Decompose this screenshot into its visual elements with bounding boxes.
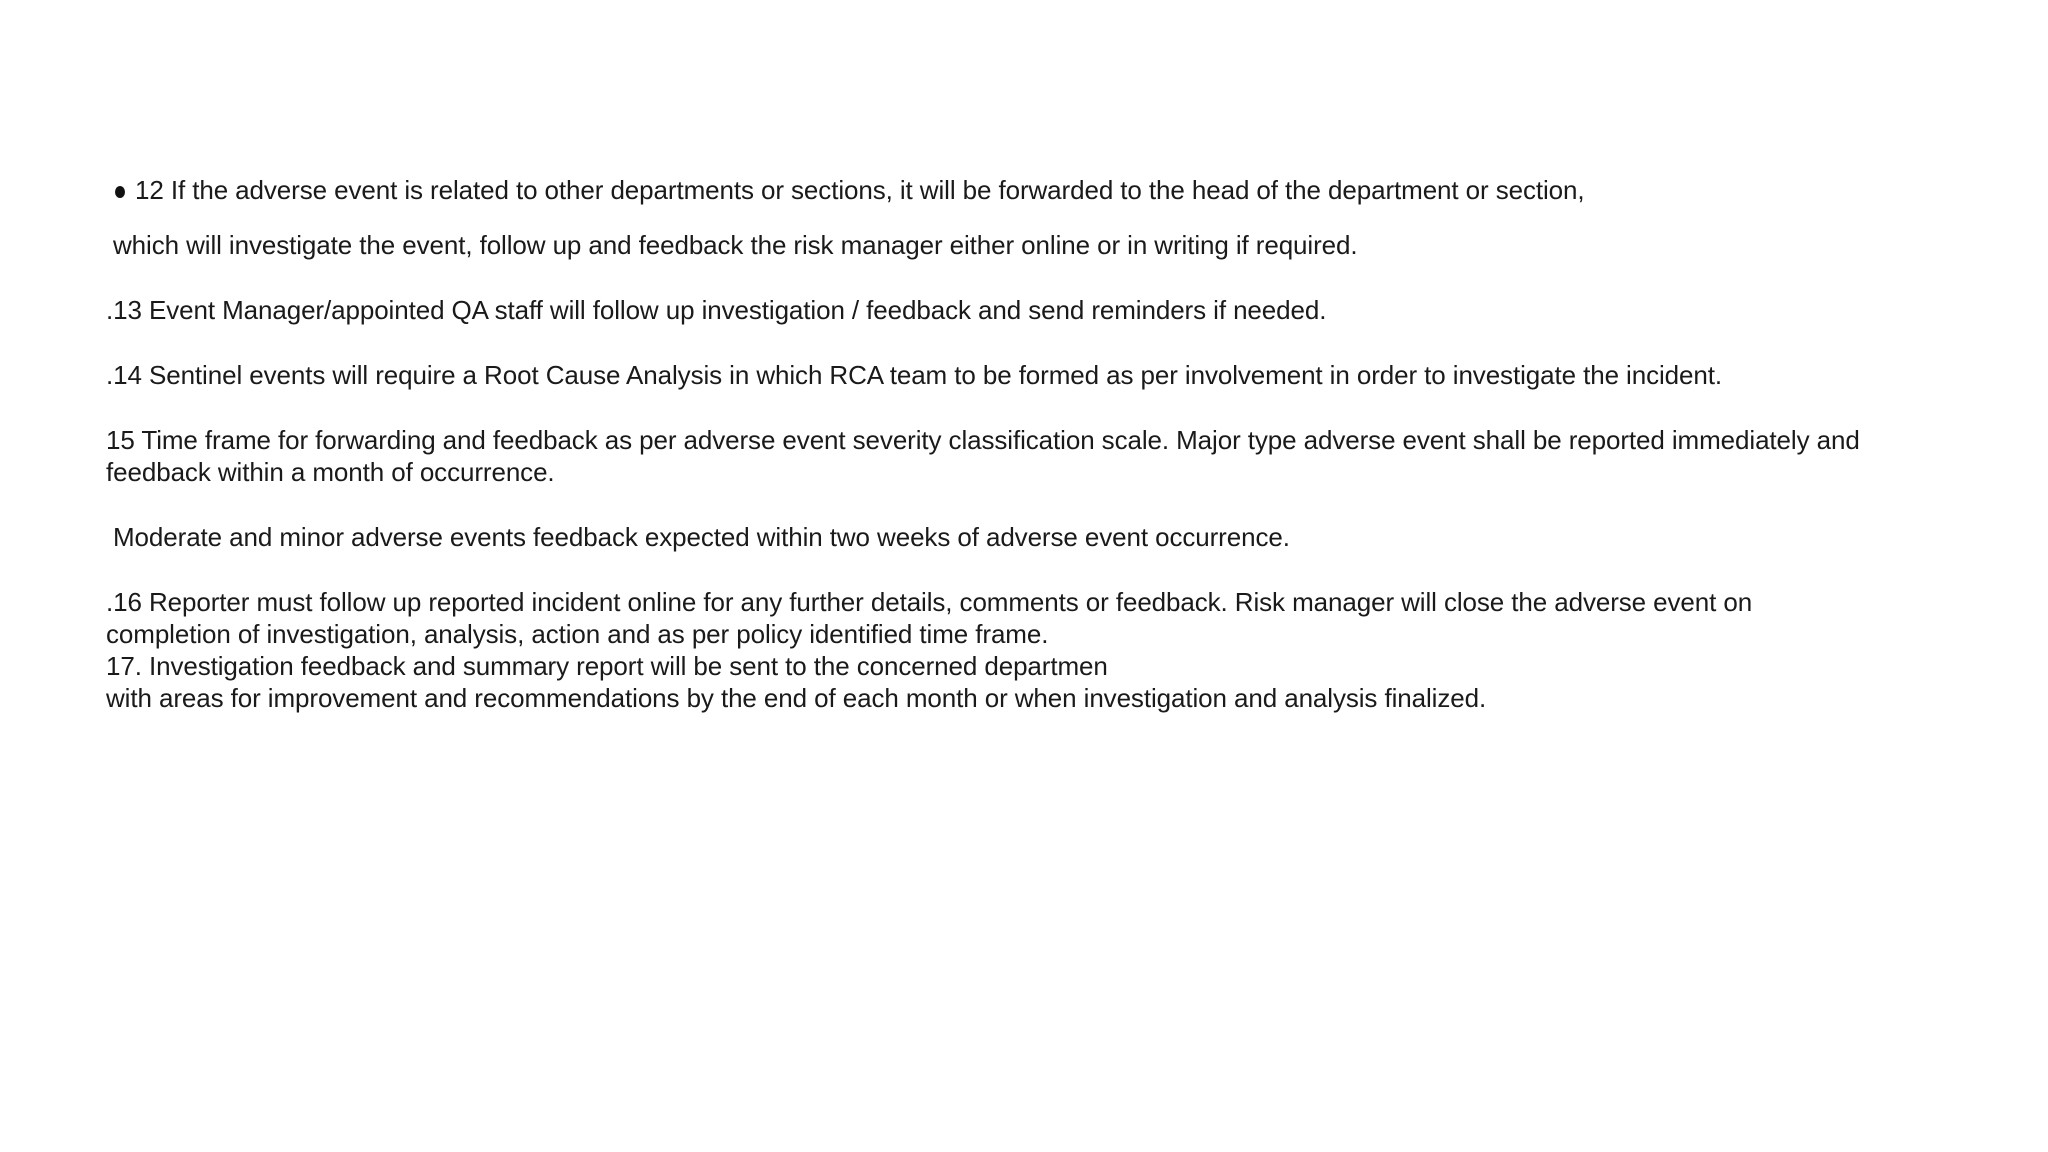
item-16-line-1: .16 Reporter must follow up reported incident online for any further details, comments or feedback. Risk manager will close the adverse event on xyxy=(106,587,1753,617)
item-12-line-1: 12 If the adverse event is related to other departments or sections, it will be forwarded to the head of the department or section, xyxy=(135,175,1585,205)
item-17-line-2: with areas for improvement and recommendations by the end of each month or when investigation and analysis finalized. xyxy=(106,683,1487,713)
moderate-minor-note: Moderate and minor adverse events feedback expected within two weeks of adverse event occurrence. xyxy=(113,522,1290,552)
bullet-icon xyxy=(115,186,125,198)
item-15-line-2: feedback within a month of occurrence. xyxy=(106,457,555,487)
item-15-line-1: 15 Time frame for forwarding and feedback as per adverse event severity classification scale. Major type adverse event shall be reported immediately and xyxy=(106,425,1860,455)
item-14: .14 Sentinel events will require a Root Cause Analysis in which RCA team to be formed as per involvement in order to investigate the incident. xyxy=(106,360,1722,390)
item-16-line-2: completion of investigation, analysis, action and as per policy identified time frame. xyxy=(106,619,1049,649)
item-17-line-1: 17. Investigation feedback and summary report will be sent to the concerned departmen xyxy=(106,651,1108,681)
item-12-line-2: which will investigate the event, follow up and feedback the risk manager either online or in writing if required. xyxy=(113,230,1358,260)
item-13: .13 Event Manager/appointed QA staff will follow up investigation / feedback and send reminders if needed. xyxy=(106,295,1327,325)
